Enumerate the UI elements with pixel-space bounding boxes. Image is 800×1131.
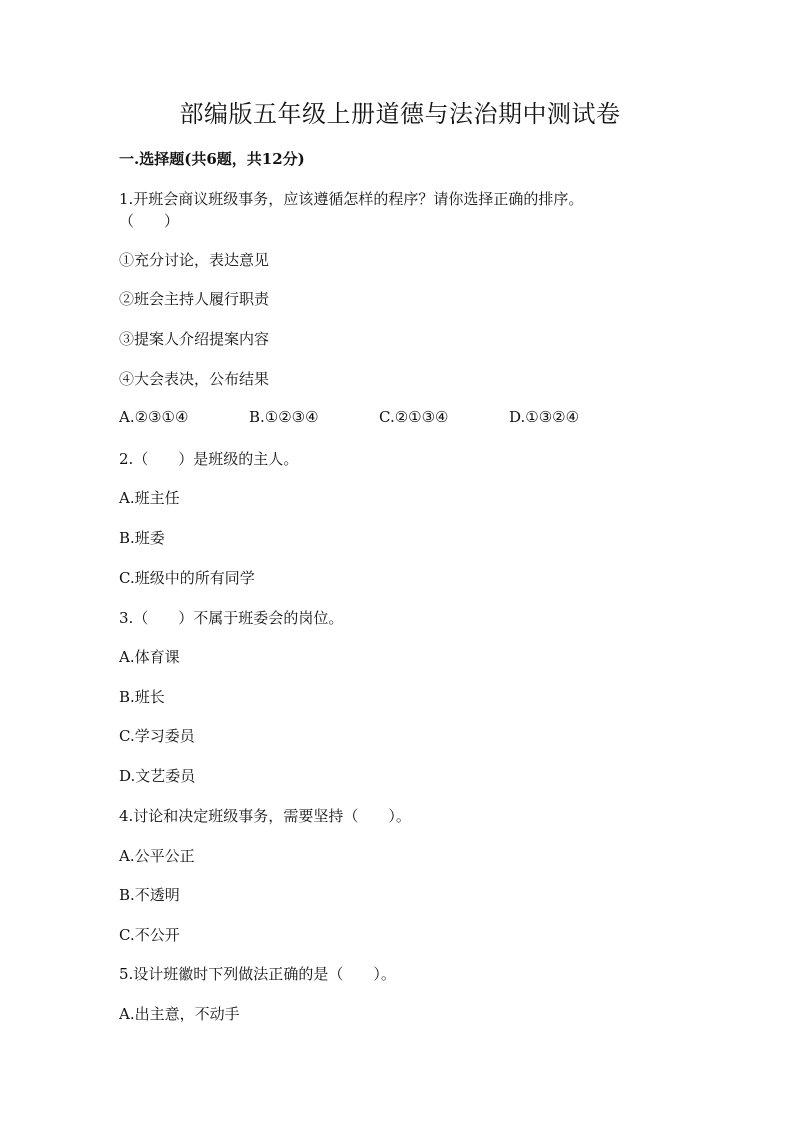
option: A.班主任	[119, 489, 180, 507]
section-heading: 一.选择题(共6题，共12分)	[119, 150, 305, 168]
option: C.学习委员	[119, 727, 195, 745]
option: A.公平公正	[119, 847, 195, 865]
option: D.①③②④	[509, 408, 580, 426]
page-title: 部编版五年级上册道德与法治期中测试卷	[179, 100, 621, 128]
question-4-stem: 4.讨论和决定班级事务，需要坚持（ ）。	[119, 807, 411, 825]
option: B.①②③④	[249, 408, 319, 426]
option: C.班级中的所有同学	[119, 569, 255, 587]
question-1-step: ②班会主持人履行职责	[119, 290, 270, 308]
question-1-step: ③提案人介绍提案内容	[119, 330, 270, 348]
question-1-step: ④大会表决，公布结果	[119, 370, 270, 388]
question-1-options	[119, 408, 579, 426]
option: B.班长	[119, 688, 165, 706]
option: D.文艺委员	[119, 767, 196, 785]
option: A.出主意，不动手	[119, 1005, 240, 1023]
option: B.不透明	[119, 886, 180, 904]
question-2-stem: 2.（ ）是班级的主人。	[119, 450, 299, 468]
question-1-stem: 1.开班会商议班级事务，应该遵循怎样的程序？请你选择正确的排序。	[119, 190, 584, 208]
question-1-step: ①充分讨论，表达意见	[119, 251, 270, 269]
question-3-stem: 3.（ ）不属于班委会的岗位。	[119, 609, 344, 627]
option: B.班委	[119, 529, 165, 547]
question-1-stem-cont: （ ）	[119, 212, 180, 230]
option: A.②③①④	[119, 408, 189, 426]
option: C.不公开	[119, 926, 180, 944]
question-5-stem: 5.设计班徽时下列做法正确的是（ ）。	[119, 965, 396, 983]
option: C.②①③④	[379, 408, 449, 426]
option: A.体育课	[119, 648, 180, 666]
